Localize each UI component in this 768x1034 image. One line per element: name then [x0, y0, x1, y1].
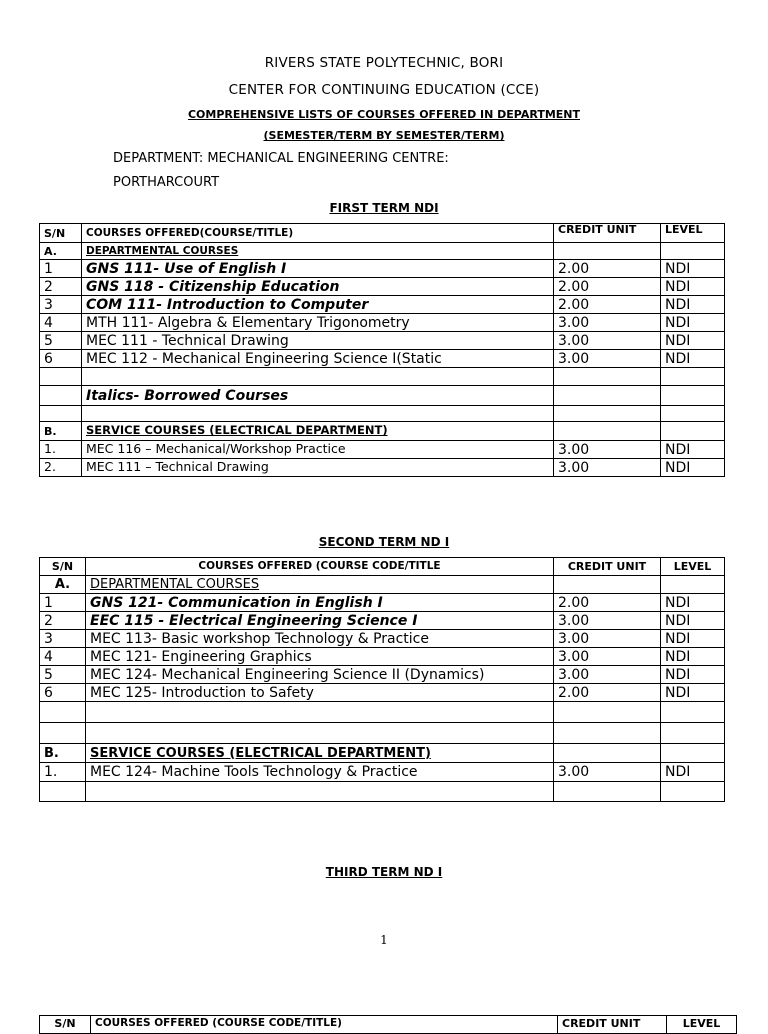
department-line-2: PORTHARCOURT	[113, 175, 220, 190]
column-header: CREDIT UNIT	[554, 224, 661, 243]
row-course: EEC 115 - Electrical Engineering Science I	[86, 612, 554, 630]
column-header: S/N	[40, 1016, 91, 1034]
column-header: LEVEL	[667, 1016, 737, 1034]
row-credit: 2.00	[554, 260, 661, 278]
empty-row	[40, 702, 725, 723]
column-header: CREDIT UNIT	[554, 558, 661, 576]
section-label: B.	[40, 422, 82, 441]
row-sn: 6	[40, 350, 82, 368]
empty-row	[40, 723, 725, 744]
row-sn: 6	[40, 684, 86, 702]
italics-note: Italics- Borrowed Courses	[82, 386, 554, 406]
row-course: MEC 111 - Technical Drawing	[82, 332, 554, 350]
section-title: DEPARTMENTAL COURSES	[86, 576, 554, 594]
row-sn: 1.	[40, 441, 82, 459]
row-credit: 3.00	[554, 648, 661, 666]
row-level: NDI	[661, 314, 725, 332]
empty-row	[40, 368, 725, 386]
table-row	[40, 763, 725, 782]
section-row	[40, 576, 725, 594]
column-header: S/N	[40, 558, 86, 576]
table-row	[40, 648, 725, 666]
table-row	[40, 630, 725, 648]
section-label: A.	[40, 576, 86, 594]
row-credit: 3.00	[554, 630, 661, 648]
table-row	[40, 441, 725, 459]
row-credit: 2.00	[554, 296, 661, 314]
row-sn: 3	[40, 630, 86, 648]
third-term-title: THIRD TERM ND I	[325, 865, 443, 879]
table-row	[40, 684, 725, 702]
row-sn: 2	[40, 612, 86, 630]
row-course: MEC 124- Machine Tools Technology & Practice	[86, 763, 554, 782]
row-course: MEC 121- Engineering Graphics	[86, 648, 554, 666]
row-credit: 3.00	[554, 350, 661, 368]
row-level: NDI	[661, 630, 725, 648]
row-credit: 2.00	[554, 684, 661, 702]
table-header-row	[40, 1016, 737, 1034]
section-label: B.	[40, 744, 86, 763]
column-header: COURSES OFFERED(COURSE/TITLE)	[82, 224, 554, 243]
row-credit: 3.00	[554, 763, 661, 782]
row-level: NDI	[661, 296, 725, 314]
row-credit: 3.00	[554, 314, 661, 332]
row-sn: 5	[40, 666, 86, 684]
page-number: 1	[380, 933, 388, 947]
column-header: COURSES OFFERED (COURSE CODE/TITLE)	[91, 1016, 558, 1034]
row-sn: 1.	[40, 763, 86, 782]
row-sn: 4	[40, 314, 82, 332]
row-sn: 1	[40, 260, 82, 278]
list-title: COMPREHENSIVE LISTS OF COURSES OFFERED IN DEPARTMENT	[187, 108, 581, 121]
table-row	[40, 350, 725, 368]
row-course: GNS 118 - Citizenship Education	[82, 278, 554, 296]
list-subtitle: (SEMESTER/TERM BY SEMESTER/TERM)	[263, 129, 505, 142]
section-row	[40, 243, 725, 260]
table-row	[40, 278, 725, 296]
row-credit: 2.00	[554, 278, 661, 296]
row-course: MEC 112 - Mechanical Engineering Science I(Static	[82, 350, 554, 368]
second-term-title: SECOND TERM ND I	[318, 535, 450, 549]
column-header: LEVEL	[661, 558, 725, 576]
row-sn: 5	[40, 332, 82, 350]
row-course: MEC 125- Introduction to Safety	[86, 684, 554, 702]
row-level: NDI	[661, 332, 725, 350]
second-term-table	[39, 557, 725, 802]
row-level: NDI	[661, 441, 725, 459]
row-level: NDI	[661, 350, 725, 368]
department-line-1: DEPARTMENT: MECHANICAL ENGINEERING CENTRE:	[113, 151, 449, 166]
row-level: NDI	[661, 594, 725, 612]
table-header-row	[40, 224, 725, 243]
row-level: NDI	[661, 648, 725, 666]
first-term-title: FIRST TERM NDI	[329, 201, 439, 215]
row-credit: 3.00	[554, 441, 661, 459]
row-credit: 3.00	[554, 612, 661, 630]
table-row	[40, 594, 725, 612]
table-row	[40, 666, 725, 684]
row-course: MEC 116 – Mechanical/Workshop Practice	[82, 441, 554, 459]
row-sn: 1	[40, 594, 86, 612]
row-sn: 3	[40, 296, 82, 314]
empty-row	[40, 406, 725, 422]
section-row	[40, 422, 725, 441]
row-level: NDI	[661, 666, 725, 684]
row-credit: 3.00	[554, 332, 661, 350]
column-header: CREDIT UNIT	[558, 1016, 667, 1034]
third-term-table	[39, 1015, 737, 1034]
row-course: MEC 124- Mechanical Engineering Science II (Dynamics)	[86, 666, 554, 684]
table-row	[40, 260, 725, 278]
table-row	[40, 459, 725, 477]
section-title: SERVICE COURSES (ELECTRICAL DEPARTMENT)	[86, 744, 554, 763]
section-label: A.	[40, 243, 82, 260]
row-course: GNS 111- Use of English I	[82, 260, 554, 278]
column-header: COURSES OFFERED (COURSE CODE/TITLE	[86, 558, 554, 576]
column-header: LEVEL	[661, 224, 725, 243]
institution-title: RIVERS STATE POLYTECHNIC, BORI	[264, 55, 504, 71]
row-level: NDI	[661, 763, 725, 782]
table-header-row	[40, 558, 725, 576]
row-course: COM 111- Introduction to Computer	[82, 296, 554, 314]
row-credit: 2.00	[554, 594, 661, 612]
row-sn: 2.	[40, 459, 82, 477]
center-title: CENTER FOR CONTINUING EDUCATION (CCE)	[228, 82, 540, 98]
first-term-table	[39, 223, 725, 477]
column-header: S/N	[40, 224, 82, 243]
table-row	[40, 612, 725, 630]
empty-row	[40, 782, 725, 802]
row-credit: 3.00	[554, 459, 661, 477]
note-row	[40, 386, 725, 406]
section-title: DEPARTMENTAL COURSES	[82, 243, 554, 260]
table-row	[40, 314, 725, 332]
table-row	[40, 296, 725, 314]
row-course: GNS 121- Communication in English I	[86, 594, 554, 612]
row-course: MTH 111- Algebra & Elementary Trigonometry	[82, 314, 554, 332]
row-level: NDI	[661, 459, 725, 477]
row-level: NDI	[661, 612, 725, 630]
row-course: MEC 111 – Technical Drawing	[82, 459, 554, 477]
section-row	[40, 744, 725, 763]
row-level: NDI	[661, 278, 725, 296]
row-sn: 4	[40, 648, 86, 666]
row-level: NDI	[661, 684, 725, 702]
row-credit: 3.00	[554, 666, 661, 684]
row-course: MEC 113- Basic workshop Technology & Practice	[86, 630, 554, 648]
table-row	[40, 332, 725, 350]
row-level: NDI	[661, 260, 725, 278]
section-title: SERVICE COURSES (ELECTRICAL DEPARTMENT)	[82, 422, 554, 441]
row-sn: 2	[40, 278, 82, 296]
